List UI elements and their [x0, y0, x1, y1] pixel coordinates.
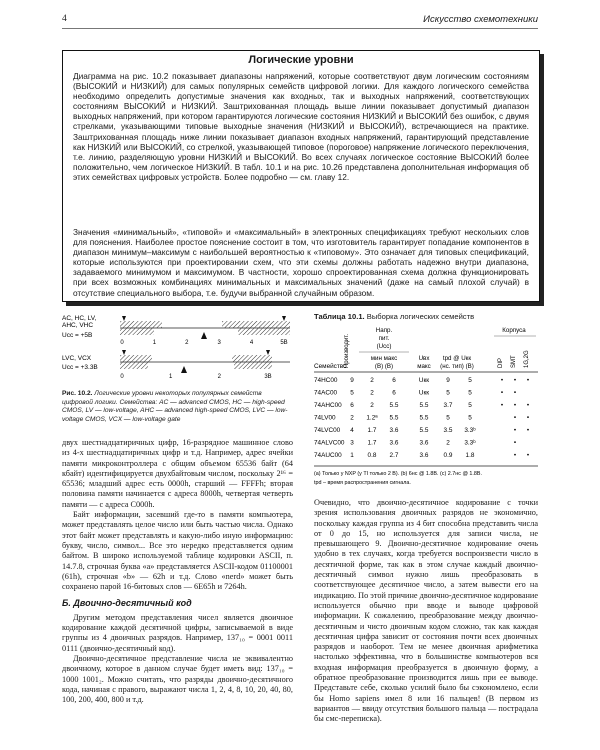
- table-cell-ucc: 5: [468, 377, 472, 384]
- table-body: [314, 377, 529, 459]
- group2-label: LVC, VCX: [62, 355, 92, 362]
- tick-label: 4: [249, 340, 254, 346]
- group1-bar: [120, 316, 290, 339]
- table-cell-family: 74ALVC00: [314, 439, 345, 447]
- left-paragraph-4: Двоично-десятичное представление числа не эквивалентно двоичному, которое в данном случае будет иметь вид: 137₁₀ = 1000 1001₂. Можно считать, что разряды двоично-десятичного кода, начиная с правого, выражают числа 1, 2, 4, 8, 10, 20, 40, 80, 100, 200, 400, 800 и т.д.: [62, 653, 293, 705]
- running-title: Искусство схемотехники: [423, 14, 538, 25]
- tick-label: 2: [217, 374, 222, 380]
- table-cell-mfr: 9: [350, 377, 354, 384]
- table-cell-uin: Uкк: [418, 389, 430, 397]
- table-cell-mfr: 2: [350, 414, 354, 422]
- table-cell-tpd: 5: [446, 414, 450, 422]
- right-paragraph-1: Очевидно, что двоично-десятичное кодирование с точки зрения использования двоичных разрядов не экономично, поскольку каждая группа из 4 бит способна представить числа от 0 до 15, но используется для записи числа, не превышающего 9. Двоично-десятичное кодирование очень удобно в тех случаях, когда требуется воспроизвести число в десятичной форме, так как в этом случае каждый двоично-десятичный символ нужно лишь преобразовать в соответствующее десятичное число, а затем вывести его на индикацию. По этой причине двоично-десятичное кодирование используется обычно при вводе и выводе цифровой информации. К сожалению, преобразование между двоично-десятичным и чисто двоичным кодом сложно, так как каждая десятичная цифра зависит от состояния почти всех двоичных разрядов и наоборот. Тем не менее двоичная арифметика настолько эффективна, что в большинстве компьютеров вся входная информация преобразуется в двоичную форму, а обратное преобразование производится лишь при ее выводе. Представьте себе, сколько усилий было бы сэкономлено, если бы Homo sapiens имел 8 или 16 пальцев! (В первом из вариантов — ввиду отсутствия большого пальца — пострадала бы смс-переписка).: [314, 498, 538, 724]
- table-cell-mfr: 5: [350, 389, 354, 397]
- table-cell-vmax: 2.7: [389, 452, 399, 459]
- tick-label: 5В: [280, 340, 288, 346]
- table-cell-g: •: [526, 377, 530, 384]
- table-title-label: Таблица 10.1.: [314, 312, 365, 321]
- tick-label: 3: [217, 340, 221, 346]
- table-cell-family: 74AHC00: [314, 402, 342, 409]
- table-footnote-1: (a) Только у NXP (у TI только 2 В). (b) 6нс @ 1.8В. (c) 2.7нс @ 1.8В.: [314, 471, 483, 477]
- table-cell-uin: 3.6: [419, 439, 429, 447]
- logic-levels-figure: [62, 312, 294, 384]
- figure-caption-label: Рис. 10.2.: [62, 390, 93, 397]
- table-row: [314, 402, 529, 409]
- table-cell-vmax: 3.6: [389, 427, 399, 434]
- table-cell-family: 74AC00: [314, 389, 338, 397]
- table-cell-uin: 5.5: [419, 402, 429, 409]
- table-cell-tpd: 3.5: [443, 427, 453, 434]
- table-cell-tpd: 3.7: [443, 402, 453, 409]
- table-cell-g: •: [526, 402, 530, 409]
- table-cell-vmin: 0.8: [367, 452, 377, 459]
- table-cell-tpd: 0.9: [443, 452, 453, 459]
- table-cell-g: •: [526, 414, 530, 422]
- box-paragraph-2: Значения «минимальный», «типовой» и «максимальный» в электронных спецификациях требуют нескольких слов для пояснения. Наиболее простое пояснение состоит в том, что изготовитель гарантирует попадание компонентов в диапазон минимум–максимум с наибольшей вероятностью к «типовому». Это означает для типовых спецификаций, которые используются при проектировании схем, что эти схемы должны работать надежно внутри диапазона, задаваемого минимумом и максимумом. В частности, хорошо спроектированная схема должна функционировать при всех возможных комбинациях минимальных и максимальных значений (даже на самый плохой случай) в отсутствие специального выбора, т.е. будучи выбранной случайным образом.: [73, 227, 529, 298]
- table-row: [314, 440, 516, 447]
- table-cell-g: •: [526, 452, 530, 459]
- table-cell-ucc: 1.8: [465, 452, 475, 459]
- box-title: Логические уровни: [248, 54, 354, 66]
- table-cell-vmin: 2: [370, 389, 374, 397]
- header-supply-mid: пит.: [378, 335, 390, 342]
- group2-supply: Ucc = +3.3В: [62, 364, 98, 371]
- table-cell-uin: Uкк: [418, 377, 430, 384]
- table-cell-ucc: 5: [468, 414, 472, 422]
- table-cell-uin: 3.6: [419, 452, 429, 459]
- left-paragraph-3: Другим методом представления чисел является двоичное кодирование каждой десятичной цифры, записываемой в виде группы из 4 двоичных разрядов. Например, 137₁₀ = 0001 0011 0111 (двоично-десятичный код).: [62, 612, 293, 653]
- logic-levels-box: [62, 50, 540, 302]
- header-supply-sym: (Ucc): [376, 343, 392, 350]
- table-row: [314, 377, 529, 384]
- table-cell-ucc: 3.3ᵇ: [464, 427, 476, 434]
- figure-caption-text: Логические уровни некоторых популярных семейств цифровой логики. Семейства: AC — advanced CMOS, HC — high-speed CMOS, LV — low-voltage, AHC — advanced high-speed CMOS, LVC — low-voltage CMOS, VCX — low-voltage gate: [62, 390, 288, 423]
- header-1g2g: 1G,2G: [524, 350, 530, 368]
- table-cell-vmin: 1.7: [367, 439, 377, 447]
- table-cell-smt: •: [513, 377, 517, 384]
- table-cell-ucc: 3.3ᵇ: [464, 439, 476, 447]
- tick-label: 0: [120, 374, 124, 380]
- table-cell-vmax: 6: [392, 389, 396, 397]
- table-cell-uin: 5.5: [419, 414, 429, 422]
- table-cell-family: 74HC00: [314, 377, 338, 384]
- table-cell-vmin: 1.7: [367, 427, 377, 434]
- table-cell-ucc: 5: [468, 389, 472, 397]
- table-cell-vmax: 6: [392, 377, 396, 384]
- left-paragraph-2: Байт информации, засевший где-то в памяти компьютера, может представлять целое число или быть частью числа. Однако этот байт может представлять и какую-либо иную информацию: букву, число, символ... Все это нередко представляется одним байтом. В широко используемой таблице кодировки ASCII, п. 14.7.8, строчная буква «а» представляется ASCII-кодом 01100001 (61h), строчная «b» — 62h и т.д. Слово «nerd» может быть сохранено парой 16-битовых слов — 6E65h и 7264h.: [62, 510, 293, 592]
- table-cell-family: 74LV00: [314, 414, 336, 422]
- table-cell-mfr: 4: [350, 427, 354, 434]
- tick-label: 0: [120, 340, 124, 346]
- tick-label: 2: [185, 340, 189, 346]
- page-header: [62, 10, 538, 29]
- left-column: [62, 438, 293, 705]
- header-uin: Uвх: [418, 355, 430, 362]
- table-cell-dip: •: [500, 377, 504, 384]
- group1-supply: Ucc = +5В: [62, 332, 93, 339]
- table-cell-mfr: 3: [350, 439, 354, 447]
- table-cell-ucc: 5: [468, 402, 472, 409]
- table-cell-smt: •: [513, 439, 517, 447]
- tick-label: 1: [168, 374, 173, 380]
- table-cell-tpd: 5: [446, 389, 450, 397]
- table-row: [314, 452, 529, 459]
- group1-tick-labels: [120, 340, 287, 346]
- header-smt: SMT: [511, 355, 517, 368]
- table-cell-smt: •: [513, 427, 517, 434]
- table-cell-vmax: 5.5: [389, 414, 399, 422]
- group1-label-line1: AC, HC, LV,: [62, 315, 97, 322]
- header-supply-units: (В) (В): [374, 363, 394, 370]
- group2-tick-labels: [120, 374, 271, 380]
- tick-label: 1: [152, 340, 157, 346]
- table-cell-vmax: 3.6: [389, 439, 399, 447]
- left-paragraph-1: двух шестнадцатиричных цифр, 16-разрядное машинное слово из 4-х шестнадцатиричных цифр и т.д. Например, адрес ячейки памяти микроконтроллера с общим объемом 65536 байт (64 кбайт) идентифицируется двухбайтовым числом, поскольку 2¹⁶ = 65536; младший адрес есть 0000h, старший — FFFFh; вторая половина памяти начинается с адреса 8000h, четвертая четверть памяти — с адреса C000h.: [62, 438, 293, 509]
- table-cell-family: 74LVC00: [314, 427, 341, 434]
- header-uin-sub: макс: [417, 363, 431, 370]
- table-cell-tpd: 2: [446, 439, 450, 447]
- header-tpd: tpd @ Uкк: [442, 355, 472, 362]
- table-footnote-2: tpd – время распространения сигнала.: [314, 480, 411, 486]
- page-number: 4: [62, 14, 67, 24]
- header-supply-top: Напр.: [375, 327, 393, 334]
- table-row: [314, 427, 529, 434]
- table-cell-vmax: 5.5: [389, 402, 399, 409]
- box-paragraph-1: Диаграмма на рис. 10.2 показывает диапазоны напряжений, которые соответствуют двум логическим состояниям (ВЫСОКИЙ и НИЗКИЙ) для самых популярных семейств цифровой логики. Для каждого логического семейства необходимо определить допустимые значения как входных, так и выходных напряжений, соответствующих состояниям ВЫСОКИЙ и НИЗКИЙ. Заштрихованная площадь выше линии показывает допустимый диапазон выходных напряжений, при котором гарантируются логические состояния НИЗКИЙ и ВЫСОКИЙ без ошибок, с двумя стрелками, указывающими типовые выходные значения (НИЗКИЙ и ВЫСОКИЙ), встречающиеся на практике. Заштрихованная площадь ниже линии показывает диапазон входных напряжений, гарантирующий представление как НИЗКИЙ или ВЫСОКИЙ, со стрелкой, указывающей типовое (пороговое) напряжение логического переключения, т.е. линию, разделяющую уровни НИЗКИЙ и ВЫСОКИЙ. Во всех случаях логическое состояние ВЫСОКИЙ более положительно, чем логическое НИЗКИЙ. В табл. 10.1 и на рис. 10.26 представлена дополнительная информация об этих семействах цифровых устройств. Более подробно — см. главу 12.: [73, 71, 529, 182]
- table-cell-uin: 5.5: [419, 427, 429, 434]
- table-cell-g: •: [526, 427, 530, 434]
- table-cell-vmin: 1.2ª: [366, 414, 378, 422]
- header-dip: DIP: [498, 357, 504, 368]
- table-cell-smt: •: [513, 452, 517, 459]
- right-column: [314, 498, 538, 725]
- header-supply-minmax: мин макс: [370, 355, 398, 362]
- table-title-text: Выборка логических семейств: [364, 312, 475, 321]
- table-cell-dip: •: [500, 402, 504, 409]
- table-row: [314, 415, 529, 422]
- table-cell-family: 74AUC00: [314, 452, 342, 459]
- logic-families-table: [314, 320, 538, 490]
- header-family: Семейство: [314, 363, 347, 370]
- table-cell-vmin: 2: [370, 402, 374, 409]
- figure-caption: [62, 390, 294, 424]
- table-cell-dip: •: [500, 389, 504, 397]
- section-heading: Б. Двоично-десятичный код: [62, 598, 192, 609]
- table-cell-mfr: 1: [350, 452, 354, 459]
- table-cell-tpd: 9: [446, 377, 450, 384]
- table-cell-mfr: 6: [350, 402, 354, 409]
- header-package: Корпуса: [502, 327, 526, 334]
- group1-label-line2: AHC, VHC: [62, 322, 94, 329]
- table-cell-vmin: 2: [370, 377, 374, 384]
- header-tpd-sub: (нс. тип) (В): [440, 363, 474, 370]
- header-manufacturer: Производит.: [344, 333, 350, 368]
- table-cell-smt: •: [513, 389, 517, 397]
- table-cell-smt: •: [513, 414, 517, 422]
- group2-bar: [120, 350, 290, 373]
- table-row: [314, 390, 516, 397]
- tick-label: 3В: [264, 374, 272, 380]
- table-cell-smt: •: [513, 402, 517, 409]
